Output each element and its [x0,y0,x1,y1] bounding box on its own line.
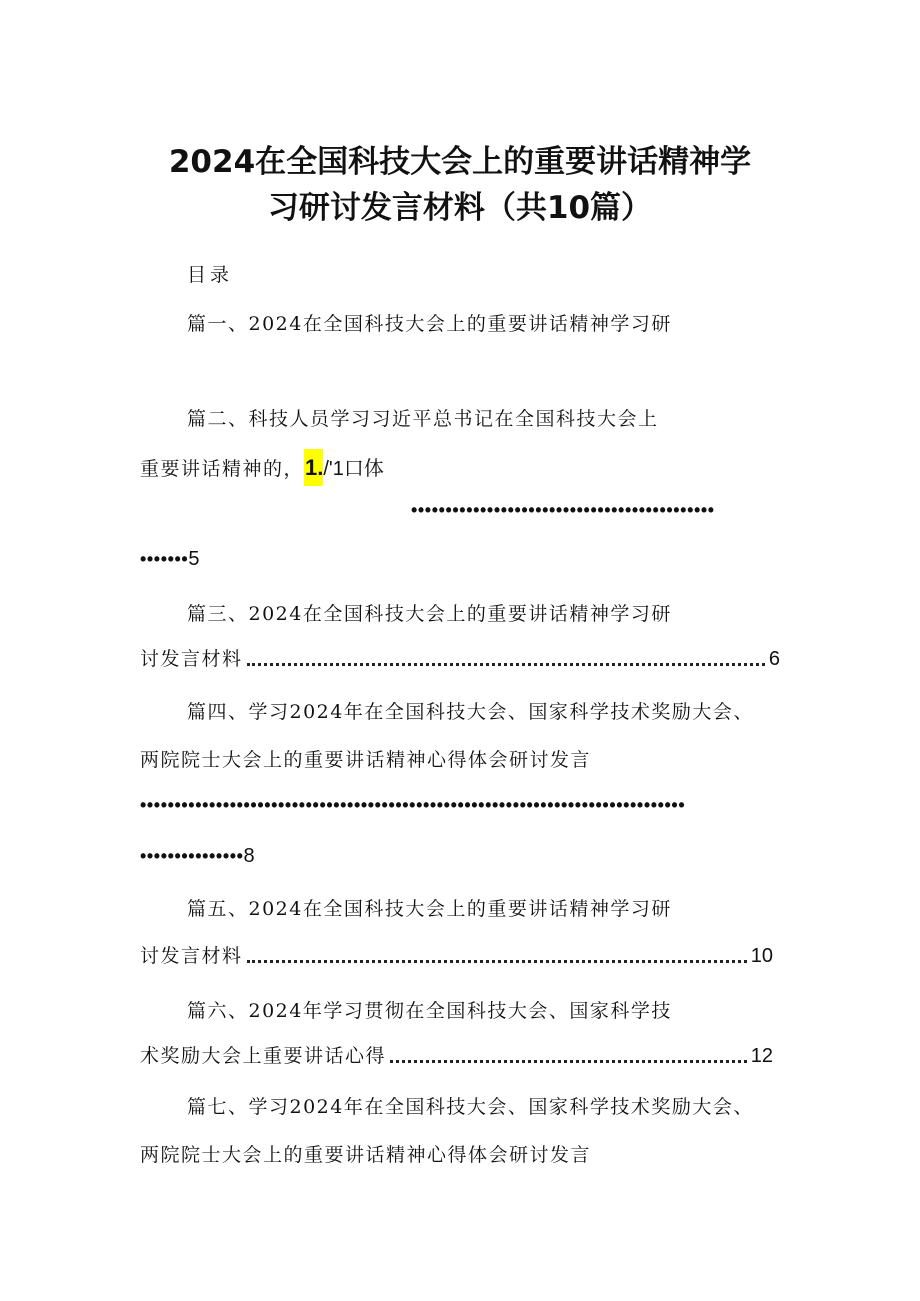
toc-item-6-text: 术奖励大会上重要讲话心得 [140,1045,387,1067]
toc-item-2-page-line[interactable] [140,548,199,571]
highlighted-text: 1. [304,449,323,486]
toc-leader-dots: •••••••••••••••••••••••••••••••••••••••••••• [411,500,715,520]
toc-item-2-line-2[interactable] [140,452,384,481]
toc-item-3-line-1[interactable]: 篇三、2024在全国科技大会上的重要讲话精神学习研 [187,603,672,625]
toc-item-7-line-2[interactable]: 两院院士大会上的重要讲话精神心得体会研讨发言 [140,1144,592,1166]
page-number: 5 [188,548,200,570]
document-title-line-1: 2024在全国科技大会上的重要讲话精神学 [168,144,752,180]
toc-item-2-text: 重要讲话精神的， [140,458,305,480]
toc-item-5-line-1[interactable]: 篇五、2024在全国科技大会上的重要讲话精神学习研 [187,898,672,920]
toc-item-6-line-2[interactable] [140,1046,773,1068]
toc-leader-dots: ••••••• [140,549,189,569]
toc-leader-dots [390,1060,747,1063]
toc-leader-dots: ••••••••••••••••••••••••••••••••••••••••••••••••••••••••••••••••••••••••••••••• [140,795,686,815]
toc-item-4-line-2[interactable]: 两院院士大会上的重要讲话精神心得体会研讨发言 [140,749,592,771]
toc-heading: 目录 [187,264,234,286]
toc-item-5-line-2[interactable] [140,946,773,968]
toc-item-4-line-1[interactable]: 篇四、学习2024年在全国科技大会、国家科学技术奖励大会、 [187,701,754,723]
toc-leader-dots [247,663,765,666]
toc-item-6-line-1[interactable]: 篇六、2024年学习贯彻在全国科技大会、国家科学技 [187,1000,672,1022]
toc-item-2-garbled: /'1口体 [323,458,384,480]
toc-item-2-line-1[interactable]: 篇二、科技人员学习习近平总书记在全国科技大会上 [187,408,659,430]
toc-item-7-line-1[interactable]: 篇七、学习2024年在全国科技大会、国家科学技术奖励大会、 [187,1096,754,1118]
toc-item-5-text: 讨发言材料 [140,945,243,967]
toc-item-3-text: 讨发言材料 [140,648,243,670]
toc-leader-dots [247,960,747,963]
toc-item-1-line-1[interactable]: 篇一、2024在全国科技大会上的重要讲话精神学习研 [187,313,672,335]
page-number: 6 [768,648,780,670]
document-title-line-2: 习研讨发言材料（共10篇） [267,190,653,226]
toc-item-3-line-2[interactable] [140,649,780,671]
page-number: 10 [750,945,773,967]
page-number: 12 [750,1045,773,1067]
toc-leader-dots: ••••••••••••••• [140,846,244,866]
toc-item-4-page-line[interactable] [140,845,255,868]
page-number: 8 [243,845,255,867]
